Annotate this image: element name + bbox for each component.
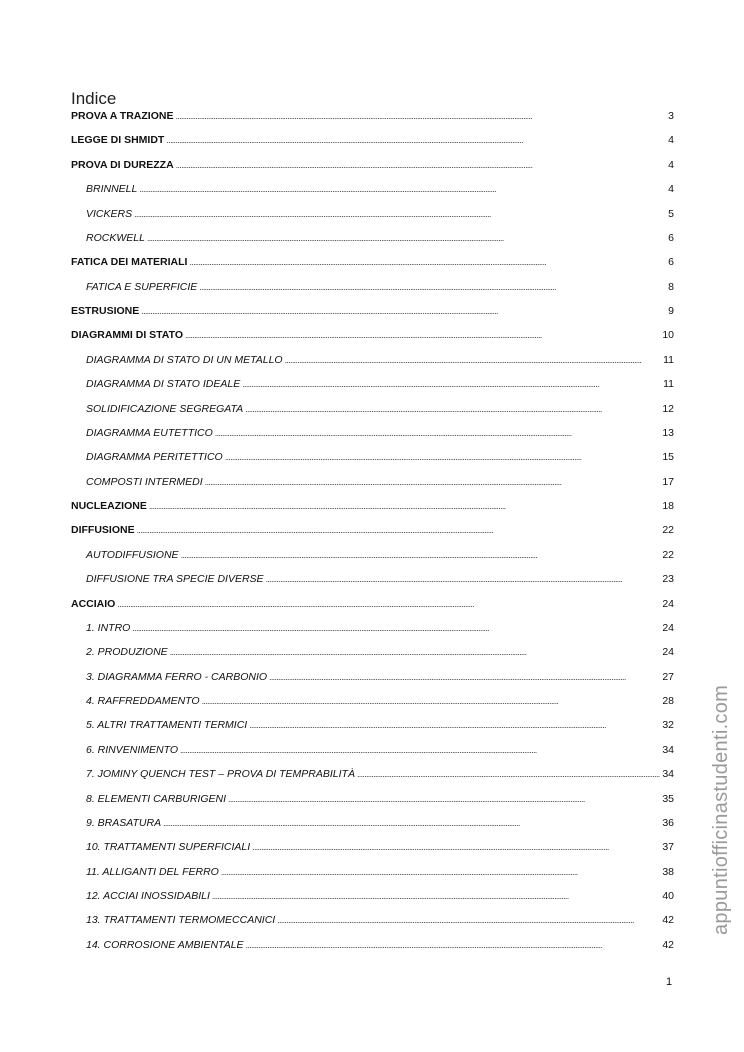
toc-entry-label: 10. TRATTAMENTI SUPERFICIALI — [86, 841, 251, 854]
dot-leader — [212, 891, 660, 901]
toc-entry-page: 6 — [668, 231, 674, 244]
dot-leader — [181, 550, 661, 560]
toc-entry-page: 27 — [662, 670, 674, 683]
toc-entry[interactable] — [71, 208, 674, 232]
toc-entry[interactable] — [71, 695, 674, 719]
dot-leader — [137, 525, 661, 535]
toc-entry[interactable] — [71, 719, 674, 743]
toc-entry-page: 36 — [662, 816, 674, 829]
dot-leader — [246, 940, 661, 950]
toc-entry-page: 11 — [663, 353, 674, 366]
toc-entry[interactable] — [71, 281, 674, 305]
toc-entry-page: 9 — [668, 305, 674, 317]
toc-entry-page: 40 — [662, 890, 674, 902]
toc-entry-page: 34 — [662, 743, 674, 756]
dot-leader — [139, 184, 666, 194]
dot-leader — [277, 915, 660, 925]
dot-leader — [202, 696, 661, 706]
toc-entry-page: 8 — [668, 280, 674, 293]
toc-entry-label: AUTODIFFUSIONE — [86, 548, 179, 561]
toc-entry-label: DIAGRAMMI DI STATO — [71, 329, 183, 342]
dot-leader — [215, 428, 661, 438]
dot-leader — [163, 818, 660, 828]
toc-entry-label: 9. BRASATURA — [86, 816, 162, 829]
toc-entry[interactable] — [71, 524, 674, 548]
toc-entry-page: 4 — [668, 158, 674, 171]
toc-entry-page: 42 — [662, 914, 674, 927]
toc-entry[interactable] — [71, 939, 674, 963]
dot-leader — [199, 282, 666, 292]
dot-leader — [170, 647, 661, 657]
toc-entry[interactable] — [71, 476, 674, 500]
dot-leader — [269, 672, 660, 682]
dot-leader — [221, 867, 660, 877]
toc-entry[interactable] — [71, 159, 674, 183]
toc-entry[interactable] — [71, 110, 674, 134]
dot-leader — [141, 306, 666, 316]
toc-entry[interactable] — [71, 403, 674, 427]
dot-leader — [245, 404, 660, 414]
dot-leader — [180, 745, 660, 755]
toc-entry-label: 1. INTRO — [86, 621, 131, 634]
dot-leader — [228, 794, 660, 804]
toc-entry-label: 11. ALLIGANTI DEL FERRO — [86, 865, 219, 878]
dot-leader — [266, 574, 661, 584]
dot-leader — [225, 452, 661, 462]
toc-entry[interactable] — [71, 354, 674, 378]
toc-entry-page: 6 — [668, 256, 674, 269]
toc-entry-page: 10 — [662, 329, 674, 342]
toc-entry-label: DIFFUSIONE TRA SPECIE DIVERSE — [86, 573, 264, 586]
toc-entry[interactable] — [71, 427, 674, 451]
toc-entry-page: 13 — [662, 426, 674, 439]
toc-entry-label: PROVA DI DUREZZA — [71, 158, 174, 171]
toc-entry-page: 23 — [662, 573, 674, 586]
toc-entry-label: SOLIDIFICAZIONE SEGREGATA — [86, 402, 244, 415]
toc-entry[interactable] — [71, 134, 674, 158]
toc-entry-label: FATICA E SUPERFICIE — [86, 280, 198, 293]
toc-entry-page: 32 — [662, 719, 674, 732]
toc-entry-page: 24 — [662, 646, 674, 659]
dot-leader — [185, 330, 660, 340]
watermark: appuntiofficinastudenti.com — [710, 684, 732, 935]
toc-entry-page: 18 — [662, 500, 674, 512]
toc-entry-label: 4. RAFFREDDAMENTO — [86, 695, 200, 707]
toc-entry-page: 28 — [662, 695, 674, 707]
toc-entry-page: 11 — [663, 378, 674, 391]
toc-entry-label: DIAGRAMMA PERITETTICO — [86, 451, 223, 464]
toc-entry-label: 13. TRATTAMENTI TERMOMECCANICI — [86, 914, 276, 927]
dot-leader — [149, 501, 660, 511]
toc-entry-label: 3. DIAGRAMMA FERRO - CARBONIO — [86, 670, 268, 683]
dot-leader — [249, 720, 660, 730]
toc-entry[interactable] — [71, 744, 674, 768]
toc-entry-label: PROVA A TRAZIONE — [71, 110, 174, 122]
toc-entry-label: VICKERS — [86, 207, 133, 220]
dot-leader — [176, 160, 666, 170]
dot-leader — [242, 379, 661, 389]
dot-leader — [205, 477, 661, 487]
toc-entry[interactable] — [71, 378, 674, 402]
toc-entry-page: 38 — [662, 865, 674, 878]
toc-entry-page: 22 — [662, 548, 674, 561]
toc-entry-page: 17 — [662, 475, 674, 488]
dot-leader — [117, 599, 660, 609]
toc-entry[interactable] — [71, 500, 674, 524]
toc-entry-label: NUCLEAZIONE — [71, 500, 147, 512]
toc-entry-label: 5. ALTRI TRATTAMENTI TERMICI — [86, 719, 248, 732]
toc-entry-label: 14. CORROSIONE AMBIENTALE — [86, 938, 244, 951]
toc-entry-label: ESTRUSIONE — [71, 305, 140, 317]
dot-leader — [189, 257, 666, 267]
toc-entry[interactable] — [71, 890, 674, 914]
toc-entry[interactable] — [71, 622, 674, 646]
toc-entry[interactable] — [71, 183, 674, 207]
toc-entry[interactable] — [71, 573, 674, 597]
dot-leader — [147, 233, 666, 243]
table-of-contents — [71, 110, 674, 963]
toc-entry-label: 2. PRODUZIONE — [86, 646, 168, 659]
toc-entry[interactable] — [71, 598, 674, 622]
toc-entry-label: DIAGRAMMA DI STATO DI UN METALLO — [86, 353, 283, 366]
toc-entry[interactable] — [71, 866, 674, 890]
toc-entry[interactable] — [71, 671, 674, 695]
toc-entry-page: 35 — [662, 792, 674, 805]
toc-entry-label: ACCIAIO — [71, 597, 116, 610]
toc-entry-label: ROCKWELL — [86, 231, 145, 244]
toc-entry-page: 4 — [668, 134, 674, 147]
toc-entry-label: DIAGRAMMA DI STATO IDEALE — [86, 378, 241, 391]
toc-entry-label: COMPOSTI INTERMEDI — [86, 475, 203, 488]
toc-entry[interactable] — [71, 305, 674, 329]
toc-entry[interactable] — [71, 793, 674, 817]
toc-entry-label: 8. ELEMENTI CARBURIGENI — [86, 792, 227, 805]
toc-entry[interactable] — [71, 256, 674, 280]
toc-title: Indice — [71, 89, 117, 108]
dot-leader — [285, 355, 661, 365]
toc-entry[interactable] — [71, 232, 674, 256]
toc-entry-label: FATICA DEI MATERIALI — [71, 256, 188, 269]
toc-entry-label: 7. JOMINY QUENCH TEST – PROVA DI TEMPRABILITÀ — [86, 768, 355, 781]
toc-entry-page: 3 — [668, 110, 674, 122]
toc-entry[interactable] — [71, 646, 674, 670]
toc-entry-label: DIAGRAMMA EUTETTICO — [86, 426, 213, 439]
toc-entry[interactable] — [71, 817, 674, 841]
dot-leader — [132, 623, 660, 633]
toc-entry-label: LEGGE DI SHMIDT — [71, 134, 165, 147]
toc-entry-label: BRINNELL — [86, 183, 138, 196]
dot-leader — [252, 842, 660, 852]
dot-leader — [134, 209, 666, 219]
toc-entry-page: 24 — [662, 597, 674, 610]
toc-entry-page: 34 — [662, 768, 674, 781]
toc-entry-page: 42 — [662, 938, 674, 951]
toc-entry-page: 4 — [668, 183, 674, 196]
toc-entry-page: 12 — [662, 402, 674, 415]
toc-entry[interactable] — [71, 841, 674, 865]
toc-entry[interactable] — [71, 451, 674, 475]
page-number: 1 — [666, 976, 673, 988]
toc-entry[interactable] — [71, 768, 674, 792]
dot-leader — [357, 769, 660, 779]
toc-entry-page: 5 — [668, 207, 674, 220]
dot-leader — [175, 111, 666, 121]
toc-entry-label: 6. RINVENIMENTO — [86, 743, 178, 756]
toc-entry[interactable] — [71, 549, 674, 573]
toc-entry-page: 37 — [662, 841, 674, 854]
toc-entry[interactable] — [71, 914, 674, 938]
toc-entry-label: 12. ACCIAI INOSSIDABILI — [86, 890, 210, 902]
toc-entry-page: 15 — [662, 451, 674, 464]
toc-entry-page: 22 — [662, 524, 674, 537]
toc-entry-label: DIFFUSIONE — [71, 524, 135, 537]
toc-entry-page: 24 — [662, 621, 674, 634]
dot-leader — [166, 135, 666, 145]
toc-entry[interactable] — [71, 329, 674, 353]
